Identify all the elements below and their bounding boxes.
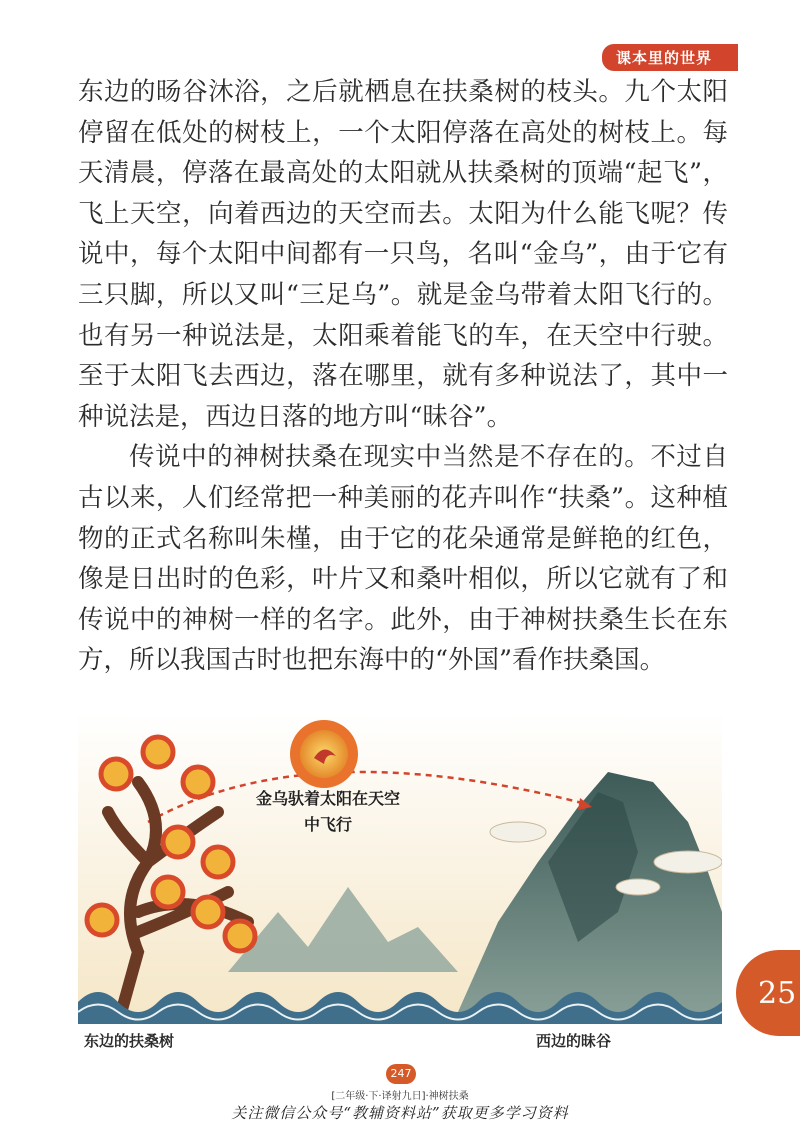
illustration bbox=[78, 712, 722, 1024]
sun-icon bbox=[290, 720, 358, 788]
series-tag: 课本里的世界 bbox=[602, 44, 724, 71]
watermark-text: 关注微信公众号“教辅资料站”获取更多学习资料 bbox=[231, 1104, 569, 1122]
paragraph-2: 传说中的神树扶桑在现实中当然是不存在的。不过自古以来，人们经常把一种美丽的花卉叫作“扶桑”。这种植物的正式名称叫朱槿，由于它的花朵通常是鲜艳的红色，像是日出时的色彩，叶片又和桑叶相似，所以它就有了和传说中的神树一样的名字。此外，由于神树扶桑生长在东方，所以我国古时也把东海中的“外国”看作扶桑国。 bbox=[78, 442, 728, 676]
label-east-tree: 东边的扶桑树 bbox=[84, 1032, 175, 1050]
label-west-valley: 西边的昧谷 bbox=[536, 1032, 612, 1050]
illustration-caption bbox=[238, 786, 418, 838]
caption-line-1: 金乌驮着太阳在天空 bbox=[255, 789, 400, 808]
footer-line: [二年级·下·译射九日]·神树扶桑 bbox=[331, 1091, 469, 1102]
small-page-number: 247 bbox=[386, 1064, 416, 1084]
illustration-drawing bbox=[78, 712, 722, 1024]
page-number-badge: 25 bbox=[736, 950, 800, 1036]
body-text bbox=[78, 72, 728, 681]
paragraph-1: 东边的旸谷沐浴，之后就栖息在扶桑树的枝头。九个太阳停留在低处的树枝上，一个太阳停落在高处的树枝上。每天清晨，停落在最高处的太阳就从扶桑树的顶端“起飞”，飞上天空，向着西边的天空而去。太阳为什么能飞呢？传说中，每个太阳中间都有一只鸟，名叫“金乌”，由于它有三只脚，所以又叫“三足乌”。就是金乌带着太阳飞行的。也有另一种说法是，太阳乘着能飞的车，在天空中行驶。至于太阳飞去西边，落在哪里，就有多种说法了，其中一种说法是，西边日落的地方叫“昧谷”。 bbox=[78, 77, 728, 432]
caption-line-2: 中飞行 bbox=[303, 815, 352, 834]
